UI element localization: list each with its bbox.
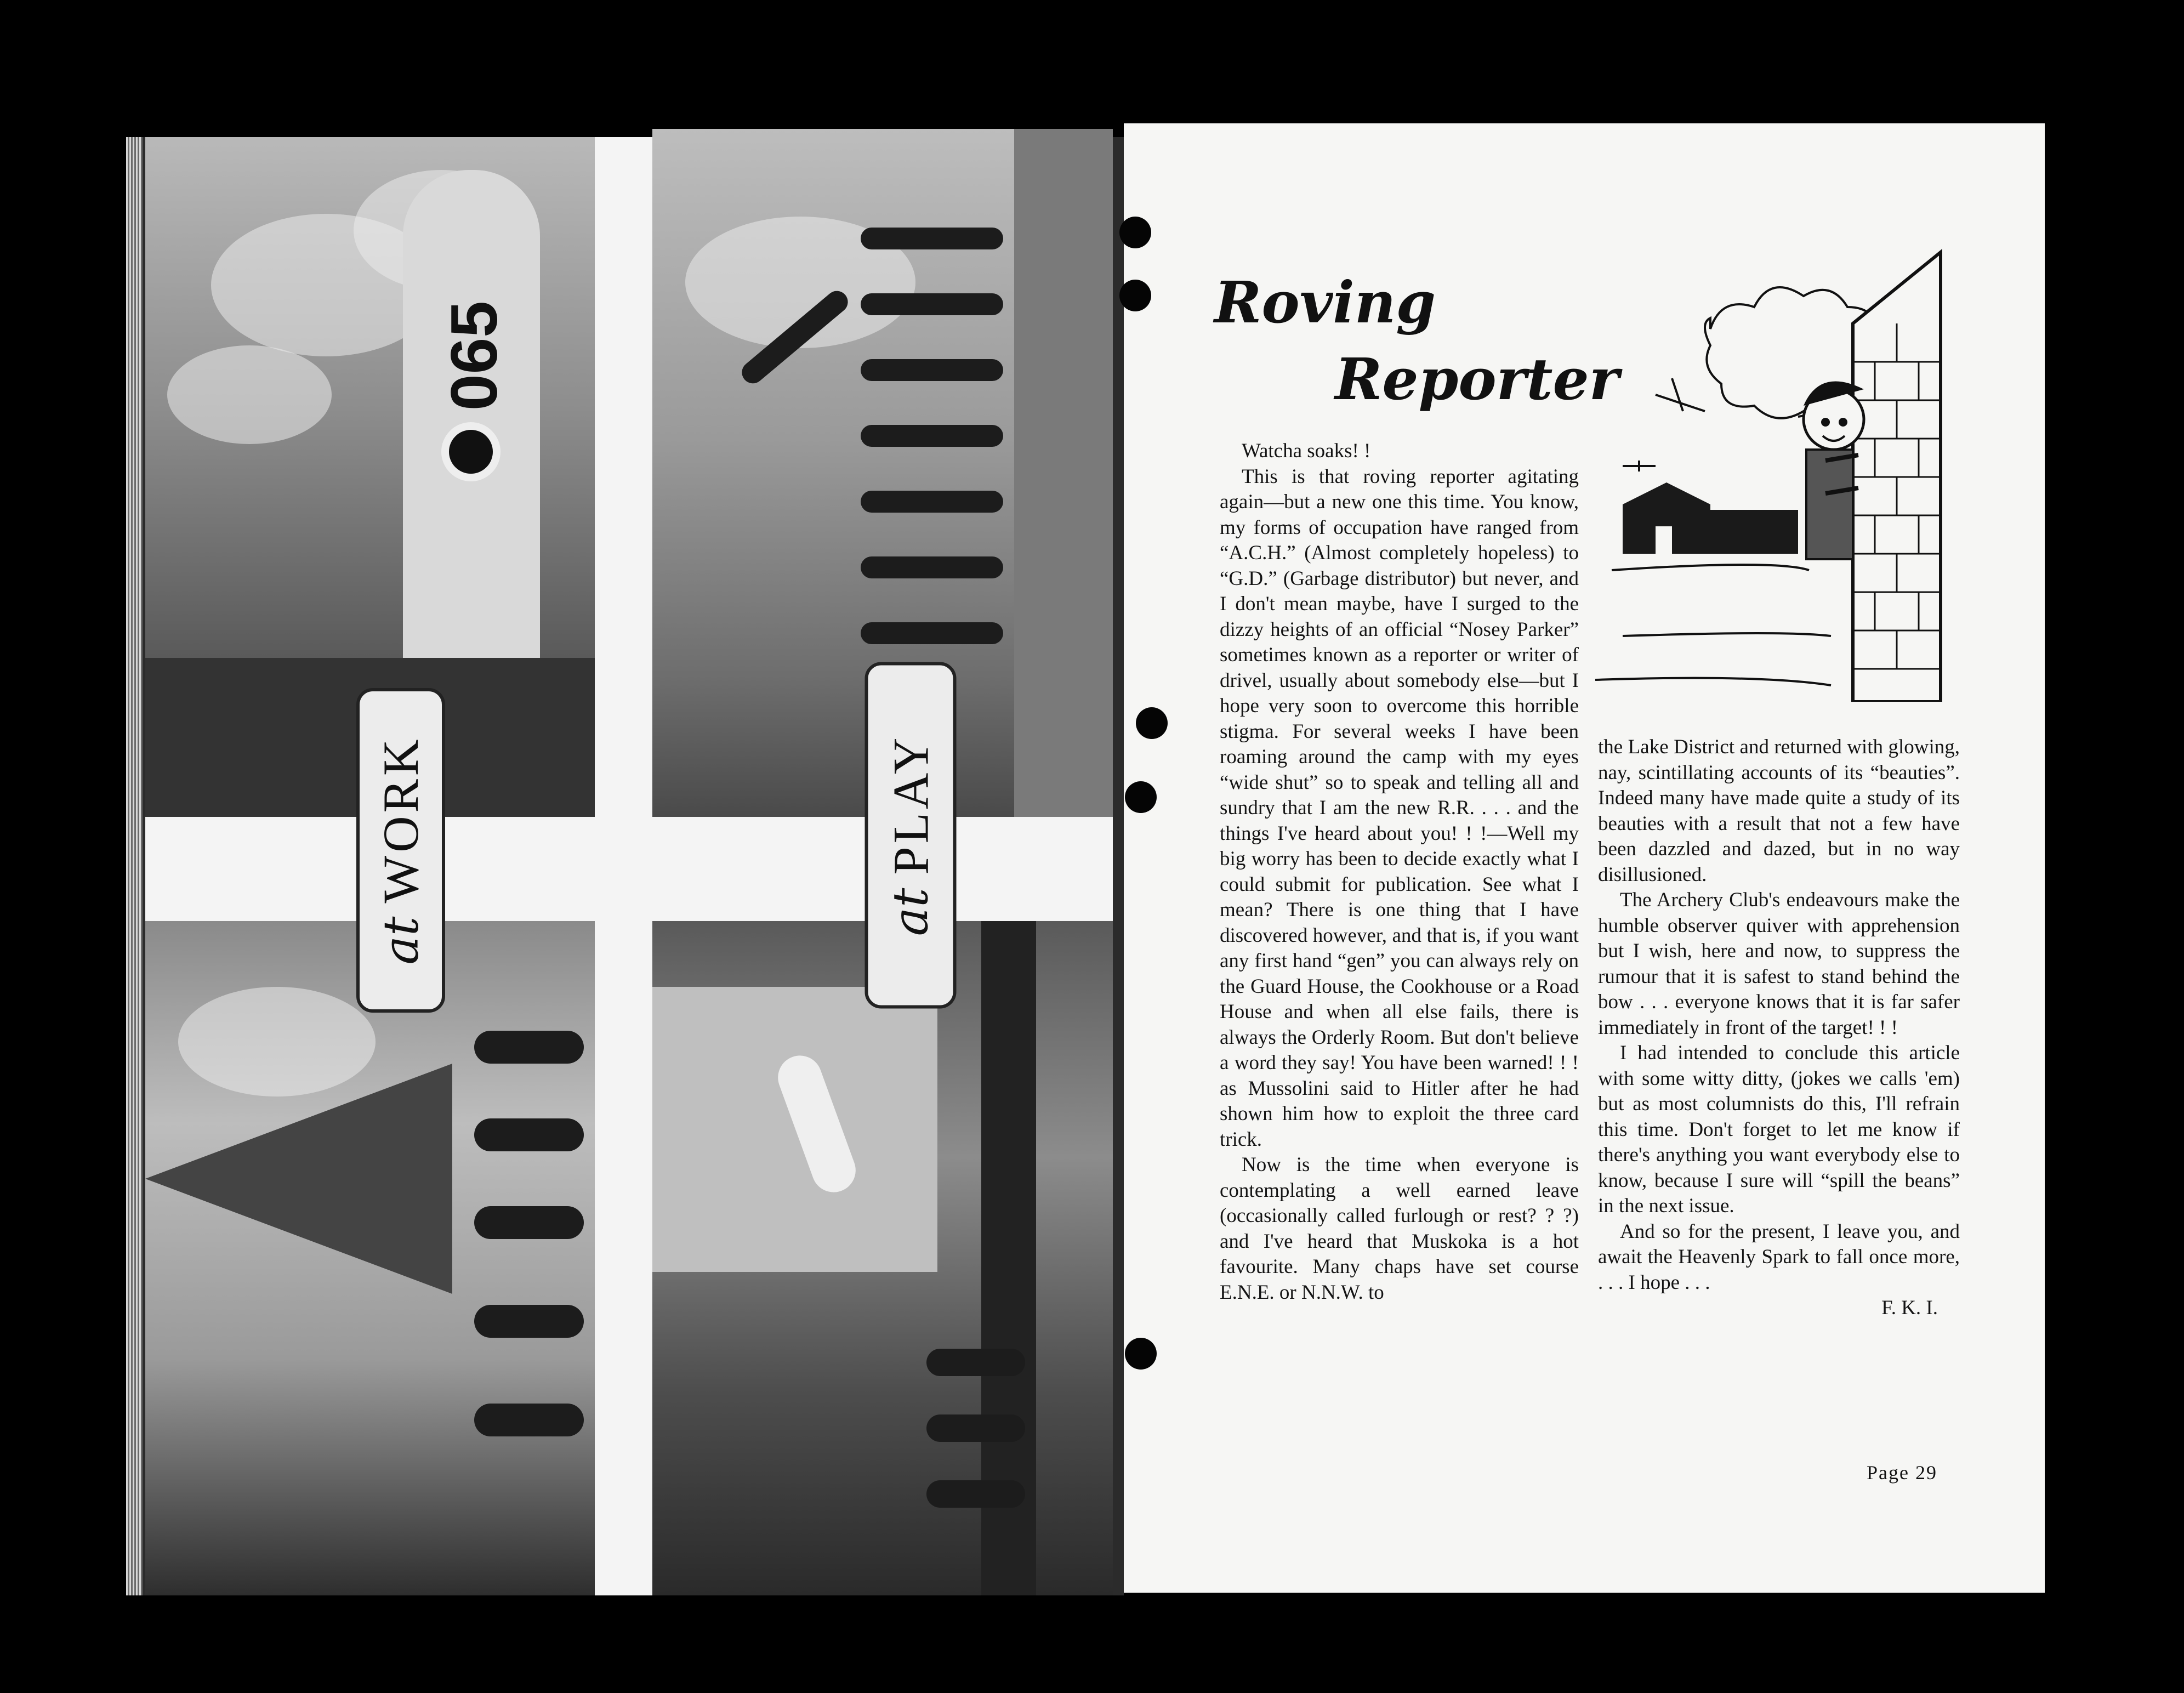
article-column-left (1220, 439, 1579, 1305)
at-work-banner: at WORK (356, 688, 445, 1013)
pool-wall (652, 987, 937, 1272)
page-number: Page 29 (1867, 1462, 1937, 1484)
article-paragraph: Now is the time when everyone is contemplating a well earned leave (occasionally called furlough or rest? ? ?) and I've heard that Muskoka is a hot favourite. Many chaps have set course E.N.E. or N.N.W. to (1220, 1154, 1579, 1304)
binder-hole (1125, 1338, 1157, 1370)
swimming-photo (652, 921, 1113, 1595)
article-paragraph: I had intended to conclude this article with some witty ditty, (jokes we calls 'em) but as most columnists do this, I'll refrain this time. Don't forget to let me know if there's anything you want everybody else to know, because I sure will “spill the beans” in the next issue. (1598, 1042, 1960, 1217)
article-column-right (1598, 735, 1960, 1321)
at-play-banner: at PLAY (865, 662, 957, 1009)
article-paragraph: The Archery Club's endeavours make the humble observer quiver with apprehension but I wish, here and now, to suppress the rumour that it is safest to stand behind the bow . . . everyone knows that it is far safer immediately in front of the target! ! ! (1598, 889, 1960, 1039)
brick-wall (1853, 252, 1941, 702)
roundel-icon (441, 422, 501, 481)
binder-hole (1119, 217, 1151, 248)
article-paragraph: And so for the present, I leave you, and await the Heavenly Spark to fall once more, . . . I hope . . . (1598, 1220, 1960, 1294)
article-paragraph: the Lake District and returned with glowing, nay, scintillating accounts of its “beauties”. Indeed many have made quite a study of its beauties with a result that not a few have been dazzled and dazed, but in no way disillusioned. (1598, 736, 1960, 886)
article-paragraph: This is that roving reporter agitating again—but a new one this time. You know, my forms of occupation have ranged from “A.C.H.” (Almost completely hopeless) to “G.D.” (Garbage distributor) but never, and I don't mean maybe, have I surged to the dizzy heights of an official “Nosey Parker” sometimes known as a reporter or writer of drivel, usually about somebody else—but I hope very soon to overcome this horrible stigma. For several weeks I have been roaming around the camp with my eyes “wide shut” so to speak and telling all and sundry that I am the new R.R. . . . and the things I've heard about you! ! !—Well my big worry has been to decide exactly what I could submit for publication. See what I mean? There is one thing that I have discovered however, and that is, if you want any first hand “gen” you can always rely on the Guard House, the Cookhouse or a Road House and when all else fails, there is always the Orderly Room. But don't believe a word they say! You have been warned! ! ! as Mussolini said to Hitler after he had shown him how to exploit the three card trick. (1220, 465, 1579, 1151)
page-edge (126, 137, 143, 1595)
binder-hole (1119, 280, 1151, 311)
article-title-line1: Roving (1214, 269, 1436, 336)
article-title-line2: Reporter (1335, 345, 1619, 413)
airmen-photo (145, 921, 595, 1595)
vertical-divider (595, 137, 652, 1595)
plane-marking: 065 (437, 300, 511, 411)
building-roof (145, 1064, 452, 1294)
binder-hole (1125, 781, 1157, 813)
article-signature: F. K. I. (1881, 1297, 1938, 1319)
reporter-illustration (1590, 241, 2006, 702)
grandstand (1014, 129, 1113, 817)
article-paragraph: Watcha soaks! ! (1242, 440, 1371, 462)
binder-hole (1136, 707, 1168, 739)
